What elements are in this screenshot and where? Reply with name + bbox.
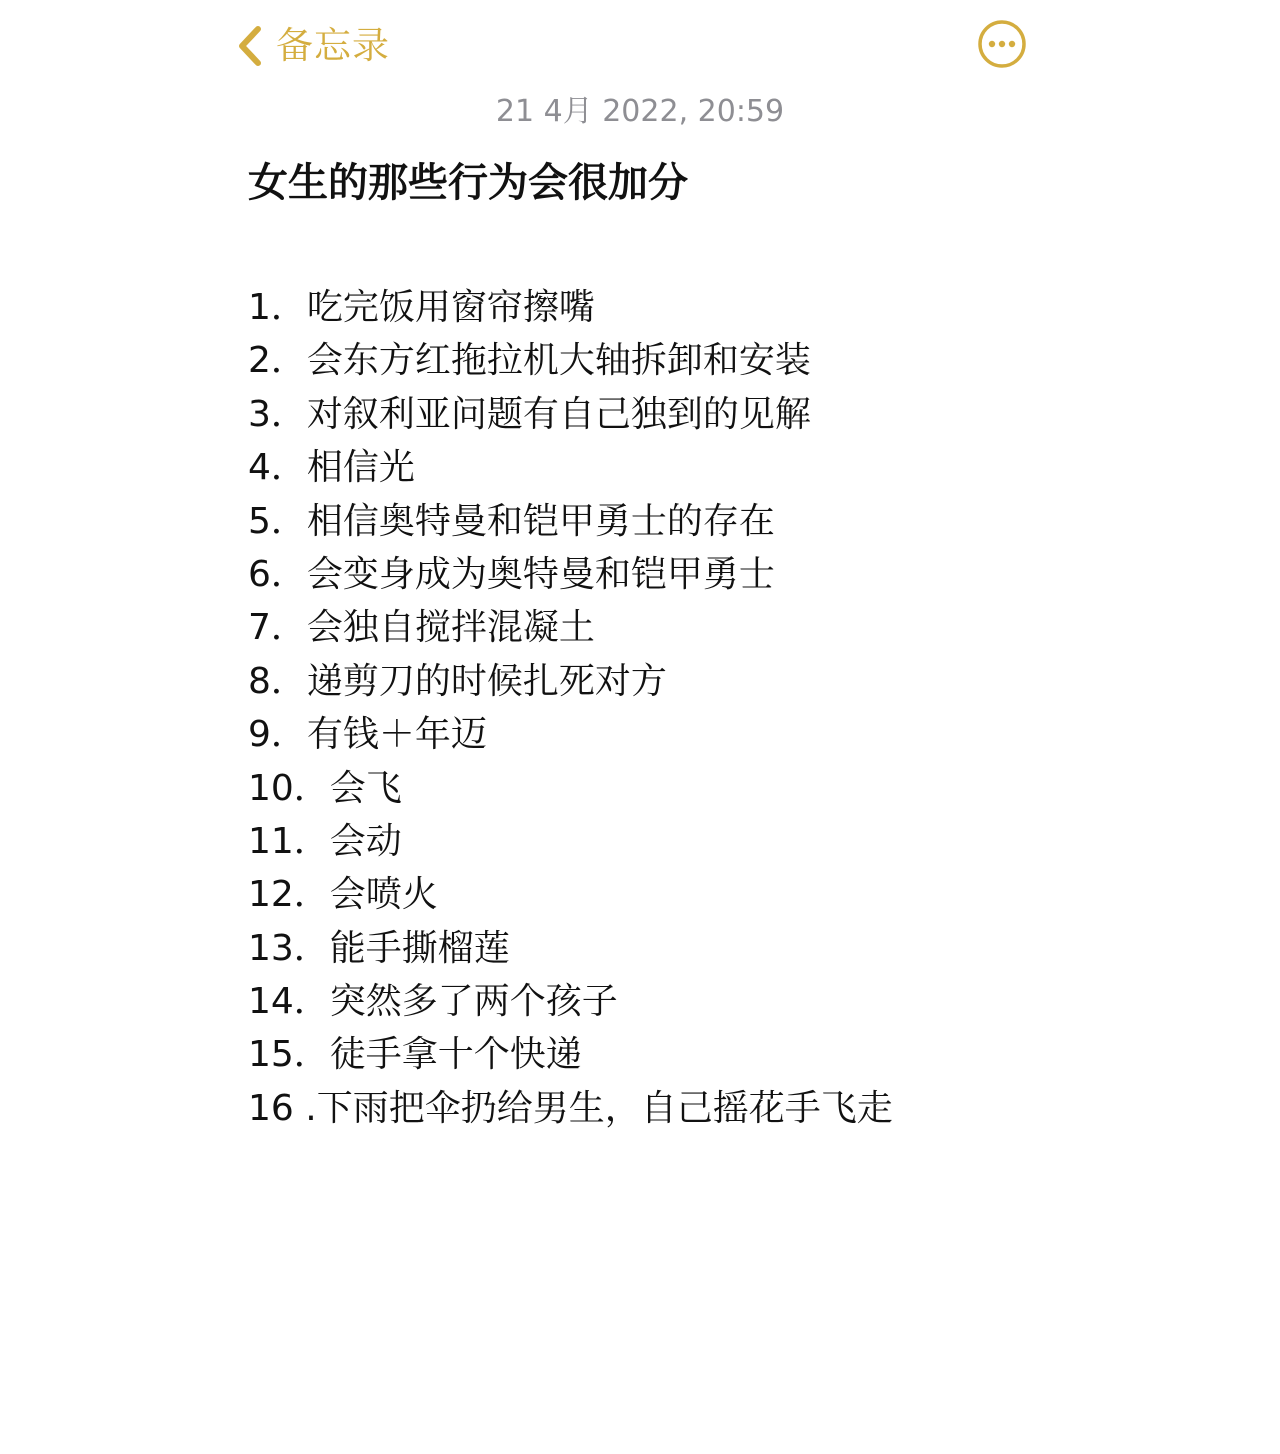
note-timestamp: 21 4月 2022, 20:59 [495,94,785,129]
list-item: 16 .下雨把伞扔给男生，自己摇花手飞走 [248,1087,893,1129]
list-item: 13．能手撕榴莲 [248,927,510,969]
ellipsis-circle-icon[interactable] [977,19,1027,69]
chevron-left-icon [236,24,264,68]
note-title[interactable]: 女生的那些行为会很加分 [248,160,688,206]
list-item: 10．会飞 [248,767,402,809]
list-item: 6．会变身成为奥特曼和铠甲勇士 [248,553,775,595]
navigation-bar [0,0,1280,90]
list-item: 7．会独自搅拌混凝土 [248,607,595,649]
list-item: 5．相信奥特曼和铠甲勇士的存在 [248,500,775,542]
list-item: 12．会喷火 [248,874,438,916]
list-item: 15．徒手拿十个快递 [248,1034,582,1076]
list-item: 1．吃完饭用窗帘擦嘴 [248,287,595,328]
back-button[interactable] [236,20,390,72]
list-item: 8．递剪刀的时候扎死对方 [248,660,667,702]
list-item: 3．对叙利亚问题有自己独到的见解 [248,393,811,435]
note-body-list[interactable] [248,281,893,1135]
list-item: 11．会动 [248,820,402,862]
back-button-label: 备忘录 [276,24,390,67]
list-item: 9．有钱＋年迈 [248,714,487,756]
list-item: 14．突然多了两个孩子 [248,981,618,1023]
list-item: 4．相信光 [248,447,415,489]
list-item: 2．会东方红拖拉机大轴拆卸和安装 [248,340,811,382]
